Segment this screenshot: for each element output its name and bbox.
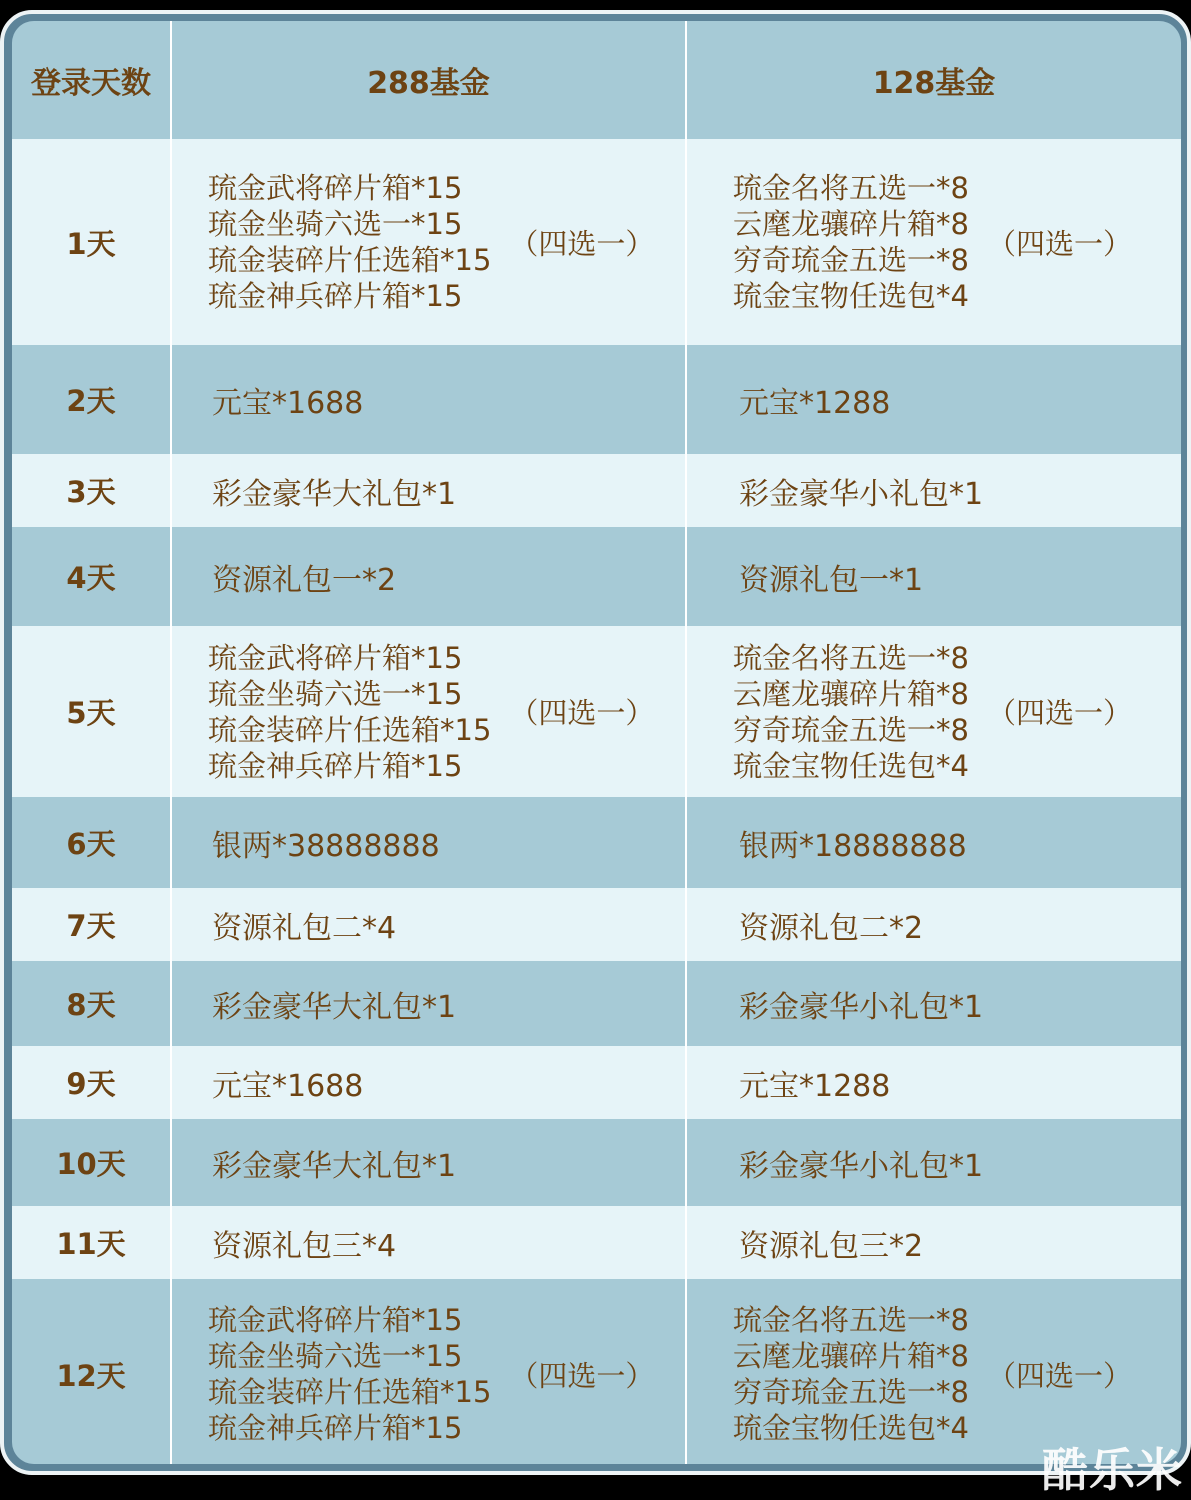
- fund-128-cell: [687, 626, 1181, 797]
- reward-text: 彩金豪华大礼包*1: [212, 989, 457, 1025]
- reward-option: 穷奇琉金五选一*8: [733, 712, 969, 747]
- reward-option: 琉金坐骑六选一*15: [208, 207, 463, 241]
- choose-one-note: （四选一）: [986, 226, 1132, 261]
- fund-288-cell: [172, 454, 687, 527]
- table-body: [12, 139, 1181, 1464]
- table-frame: [0, 10, 1191, 1475]
- fund-288-cell: [172, 139, 687, 345]
- table-header-row: [12, 21, 1181, 139]
- reward-option: 琉金装碎片任选箱*15: [208, 712, 492, 747]
- fund-128-cell: [687, 961, 1181, 1046]
- table-row: [12, 1206, 1181, 1279]
- reward-text: 彩金豪华大礼包*1: [212, 476, 457, 512]
- fund-128-cell: [687, 139, 1181, 345]
- reward-option: 琉金神兵碎片箱*15: [208, 1411, 463, 1445]
- day-cell: 1天: [12, 139, 172, 345]
- reward-option: 云麾龙骧碎片箱*8: [733, 676, 969, 711]
- reward-option: 云麾龙骧碎片箱*8: [733, 1339, 969, 1373]
- reward-option: 琉金宝物任选包*4: [733, 1411, 969, 1445]
- reward-option: 琉金宝物任选包*4: [733, 748, 969, 783]
- header-fund-288: 288基金: [172, 21, 687, 139]
- reward-text: 资源礼包二*2: [739, 910, 924, 946]
- table-row: [12, 1046, 1181, 1119]
- watermark-logo: 酷乐米: [1042, 1443, 1183, 1497]
- fund-288-cell: [172, 527, 687, 626]
- fund-reward-table: [12, 21, 1181, 1464]
- reward-option-list: [208, 640, 491, 784]
- choose-one-note: （四选一）: [509, 696, 655, 730]
- reward-text: 银两*18888888: [739, 828, 967, 864]
- table-row: [12, 1119, 1181, 1206]
- day-cell: 3天: [12, 454, 172, 527]
- fund-288-cell: [172, 888, 687, 961]
- fund-128-cell: [687, 888, 1181, 961]
- fund-288-cell: [172, 1279, 687, 1464]
- day-cell: 10天: [12, 1119, 172, 1206]
- day-cell: 8天: [12, 961, 172, 1046]
- reward-option: 琉金名将五选一*8: [733, 171, 969, 205]
- table-container: [12, 21, 1181, 1464]
- day-cell: 12天: [12, 1279, 172, 1464]
- table-row: [12, 139, 1181, 345]
- table-row: [12, 1279, 1181, 1464]
- day-cell: 11天: [12, 1206, 172, 1279]
- reward-text: 银两*38888888: [212, 828, 440, 864]
- reward-option-list: [208, 170, 491, 314]
- choose-one-note: （四选一）: [509, 226, 655, 261]
- reward-text: 资源礼包一*2: [212, 562, 397, 598]
- fund-128-cell: [687, 345, 1181, 454]
- reward-option-list: [733, 170, 969, 314]
- fund-288-cell: [172, 1046, 687, 1119]
- choose-one-note: （四选一）: [509, 1358, 655, 1393]
- reward-text: 资源礼包二*4: [212, 910, 397, 946]
- reward-option: 琉金武将碎片箱*15: [208, 640, 463, 675]
- reward-option-list: [208, 1302, 491, 1446]
- table-row: [12, 527, 1181, 626]
- fund-128-cell: [687, 454, 1181, 527]
- table-row: [12, 888, 1181, 961]
- reward-text: 彩金豪华大礼包*1: [212, 1148, 457, 1184]
- fund-128-cell: [687, 797, 1181, 888]
- table-row: [12, 797, 1181, 888]
- fund-288-cell: [172, 1206, 687, 1279]
- reward-option: 云麾龙骧碎片箱*8: [733, 207, 969, 241]
- day-cell: 7天: [12, 888, 172, 961]
- header-login-days: 登录天数: [12, 21, 172, 139]
- reward-option-list: [733, 640, 969, 784]
- reward-text: 元宝*1288: [739, 1068, 891, 1104]
- fund-288-cell: [172, 1119, 687, 1206]
- fund-128-cell: [687, 1119, 1181, 1206]
- fund-288-cell: [172, 961, 687, 1046]
- fund-128-cell: [687, 527, 1181, 626]
- reward-option: 琉金宝物任选包*4: [733, 279, 969, 313]
- reward-option: 琉金装碎片任选箱*15: [208, 1375, 492, 1409]
- reward-text: 元宝*1688: [212, 1068, 364, 1104]
- table-row: [12, 454, 1181, 527]
- table-row: [12, 345, 1181, 454]
- reward-option-list: [733, 1302, 969, 1446]
- reward-option: 琉金神兵碎片箱*15: [208, 748, 463, 783]
- reward-text: 彩金豪华小礼包*1: [739, 1148, 984, 1184]
- reward-option: 琉金坐骑六选一*15: [208, 676, 463, 711]
- reward-option: 琉金神兵碎片箱*15: [208, 279, 463, 313]
- table-row: [12, 961, 1181, 1046]
- reward-text: 资源礼包三*2: [739, 1228, 924, 1264]
- day-cell: 5天: [12, 626, 172, 797]
- day-cell: 6天: [12, 797, 172, 888]
- table-row: [12, 626, 1181, 797]
- reward-text: 彩金豪华小礼包*1: [739, 989, 984, 1025]
- reward-option: 琉金名将五选一*8: [733, 1303, 969, 1337]
- reward-text: 资源礼包三*4: [212, 1228, 397, 1264]
- reward-text: 彩金豪华小礼包*1: [739, 476, 984, 512]
- reward-option: 琉金武将碎片箱*15: [208, 171, 463, 205]
- fund-288-cell: [172, 345, 687, 454]
- day-cell: 2天: [12, 345, 172, 454]
- day-cell: 9天: [12, 1046, 172, 1119]
- day-cell: 4天: [12, 527, 172, 626]
- reward-text: 元宝*1288: [739, 385, 891, 421]
- fund-288-cell: [172, 797, 687, 888]
- reward-option: 穷奇琉金五选一*8: [733, 1375, 969, 1409]
- reward-text: 资源礼包一*1: [739, 562, 924, 598]
- fund-128-cell: [687, 1206, 1181, 1279]
- reward-option: 琉金坐骑六选一*15: [208, 1339, 463, 1373]
- fund-288-cell: [172, 626, 687, 797]
- reward-option: 琉金装碎片任选箱*15: [208, 243, 492, 277]
- reward-option: 穷奇琉金五选一*8: [733, 243, 969, 277]
- fund-128-cell: [687, 1046, 1181, 1119]
- choose-one-note: （四选一）: [986, 1358, 1132, 1393]
- reward-option: 琉金武将碎片箱*15: [208, 1303, 463, 1337]
- choose-one-note: （四选一）: [986, 696, 1132, 730]
- header-fund-128: 128基金: [687, 21, 1181, 139]
- reward-option: 琉金名将五选一*8: [733, 640, 969, 675]
- reward-text: 元宝*1688: [212, 385, 364, 421]
